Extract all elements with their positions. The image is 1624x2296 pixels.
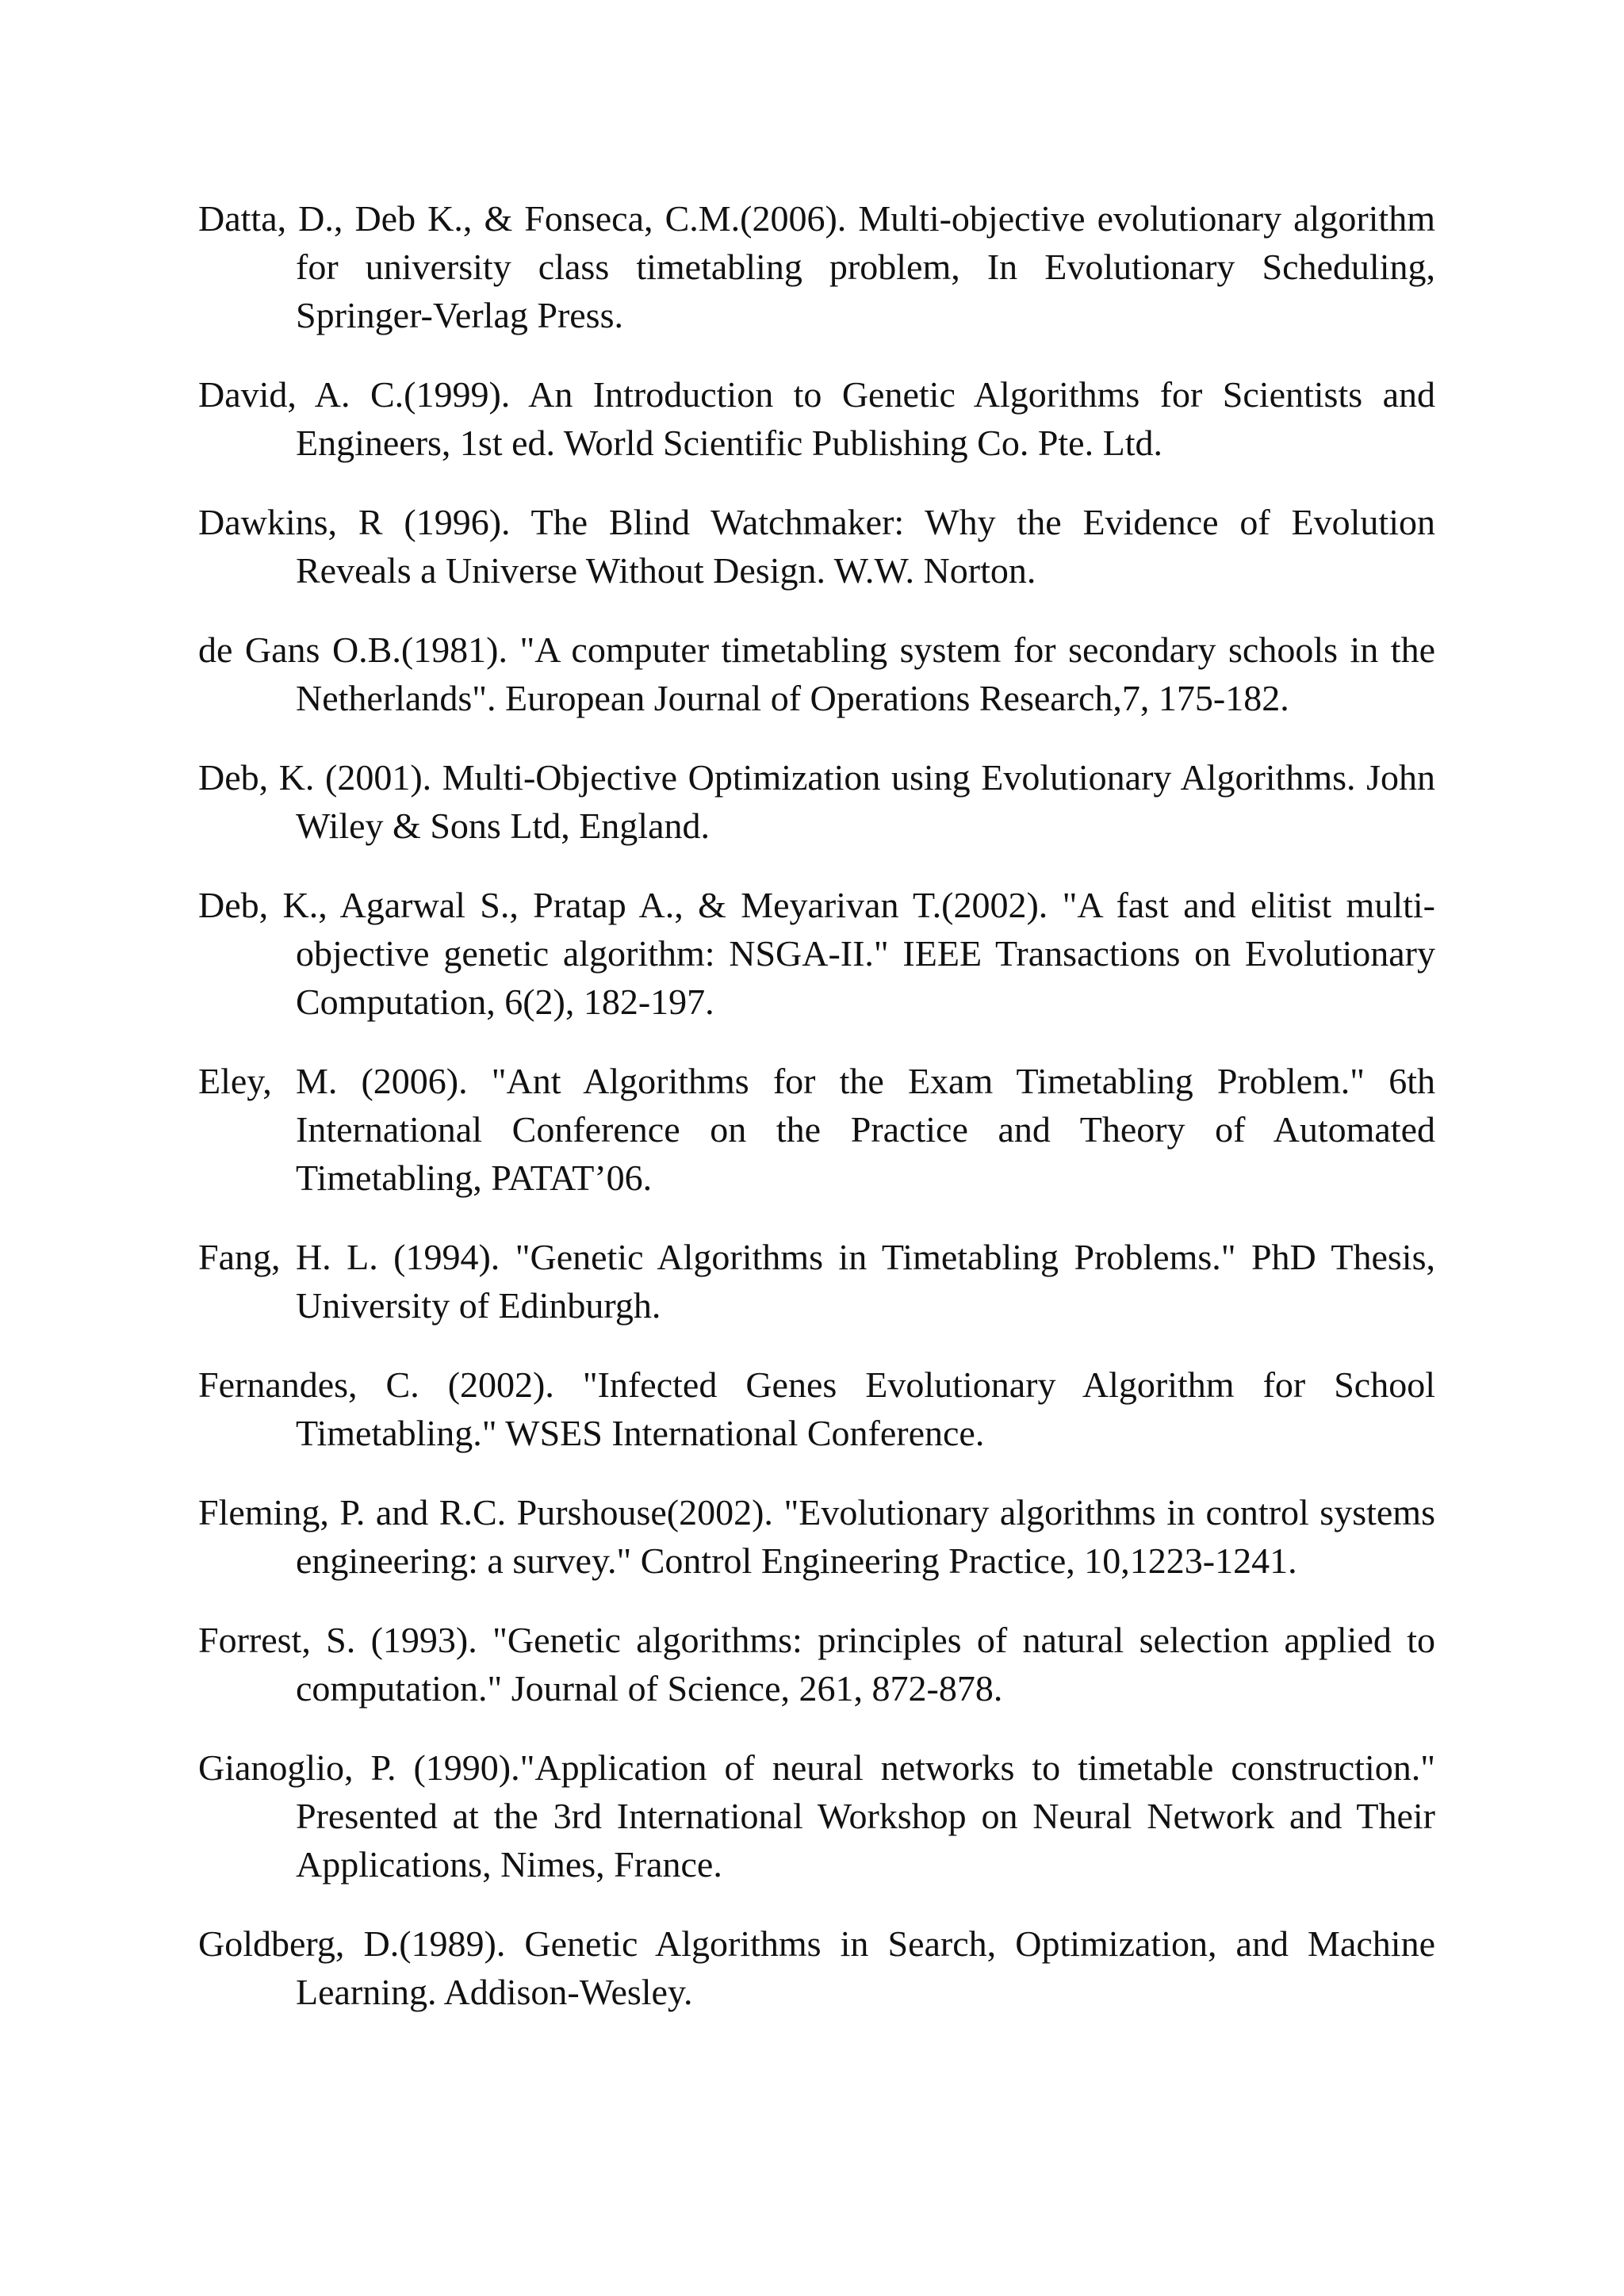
reference-entry: Deb, K., Agarwal S., Pratap A., & Meyarivan T.(2002). "A fast and elitist multi-objective genetic algorithm: NSGA-II." IEEE Transactions on Evolutionary Computation, 6(2), 182-197. [198, 885, 1435, 1022]
reference-entry: Fleming, P. and R.C. Purshouse(2002). "Evolutionary algorithms in control systems engineering: a survey." Control Engineering Practice, 10,1223-1241. [198, 1492, 1435, 1581]
reference-entry: Gianoglio, P. (1990)."Application of neural networks to timetable construction." Presented at the 3rd International Workshop on Neural Network and Their Applications, Nimes, France. [198, 1747, 1435, 1885]
reference-entry: Deb, K. (2001). Multi-Objective Optimization using Evolutionary Algorithms. John Wiley & Sons Ltd, England. [198, 757, 1435, 846]
reference-entry: Forrest, S. (1993). "Genetic algorithms: principles of natural selection applied to computation." Journal of Science, 261, 872-878. [198, 1620, 1435, 1709]
reference-entry: David, A. C.(1999). An Introduction to Genetic Algorithms for Scientists and Engineers, 1st ed. World Scientific Publishing Co. Pte. Ltd. [198, 374, 1435, 463]
reference-entry: Goldberg, D.(1989). Genetic Algorithms in Search, Optimization, and Machine Learning. Addison-Wesley. [198, 1923, 1435, 2012]
reference-entry: Datta, D., Deb K., & Fonseca, C.M.(2006). Multi-objective evolutionary algorithm for university class timetabling problem, In Evolutionary Scheduling, Springer-Verlag Press. [198, 198, 1435, 335]
reference-entry: Fang, H. L. (1994). "Genetic Algorithms in Timetabling Problems." PhD Thesis, University of Edinburgh. [198, 1237, 1435, 1326]
reference-entry: Eley, M. (2006). "Ant Algorithms for the Exam Timetabling Problem." 6th International Conference on the Practice and Theory of Automated Timetabling, PATAT’06. [198, 1061, 1435, 1198]
reference-entry: Dawkins, R (1996). The Blind Watchmaker: Why the Evidence of Evolution Reveals a Universe Without Design. W.W. Norton. [198, 502, 1435, 591]
reference-entry: de Gans O.B.(1981). "A computer timetabling system for secondary schools in the Netherlands". European Journal of Operations Research,7, 175-182. [198, 629, 1435, 718]
reference-entry: Fernandes, C. (2002). "Infected Genes Evolutionary Algorithm for School Timetabling." WSES International Conference. [198, 1364, 1435, 1453]
reference-list [198, 194, 1435, 2047]
